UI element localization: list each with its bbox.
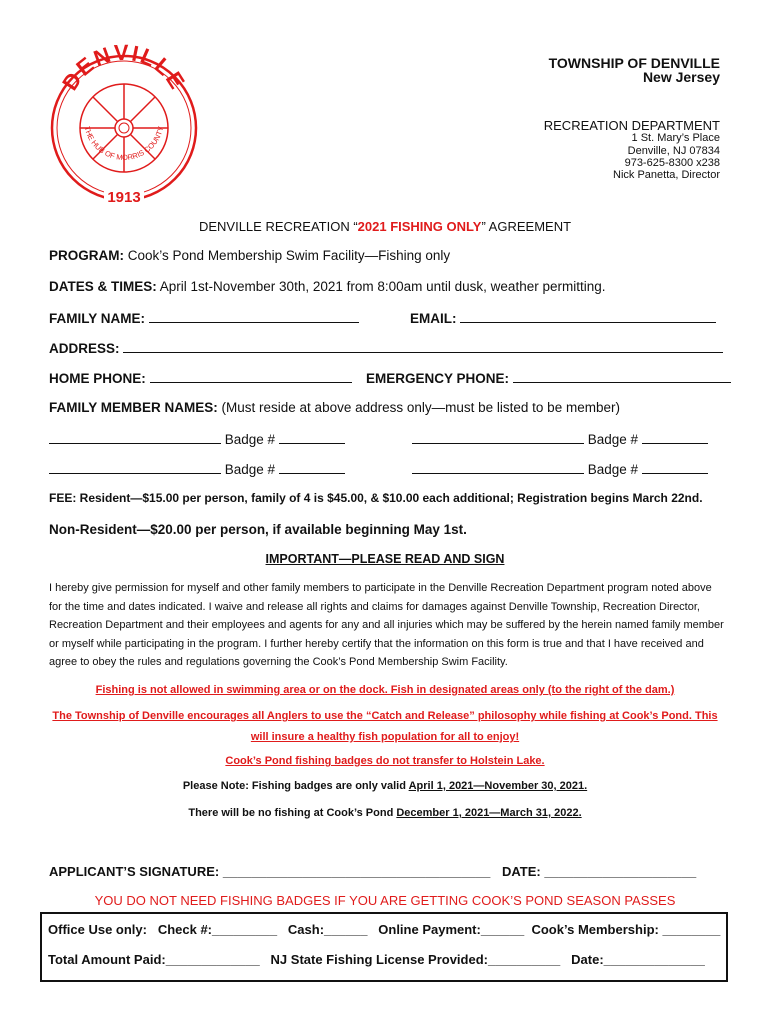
agreement-highlight: 2021 FISHING ONLY [357,219,482,234]
family-members-heading: FAMILY MEMBER NAMES: (Must reside at above address only—must be listed to be member) [49,400,620,415]
member-name-input[interactable] [412,431,584,444]
department-name: RECREATION DEPARTMENT [543,118,720,133]
member-row: Badge # [412,461,708,477]
no-swim-area-rule: Fishing is not allowed in swimming area or on the dock. Fish in designated areas only (to the right of the dam.) [95,684,675,696]
office-use-row-1: Office Use only: Check #:_________ Cash:______ Online Payment:______ Cook’s Membership: ________ [48,922,721,937]
badge-valid-note: Please Note: Fishing badges are only valid April 1, 2021—November 30, 2021. [182,780,588,792]
denville-seal-logo [48,44,200,216]
badge-number-input[interactable] [642,431,708,444]
member-row: Badge # [412,431,708,447]
seal-year: 1913 [107,189,141,206]
address-line-2: Denville, NJ 07834 [627,145,720,157]
waiver-paragraph: I hereby give permission for myself and other family members to participate in the Denville Recreation Department program noted above for the time and dates indicated. I waive and release all rights and claims for damages against Denville Township, Recreation Director, Recreation Department and their employees and agents for any and all injuries which may be suffered by the herein named family member or myself while participating in the program. I further hereby certify that the information on this form is true and that I have received and agree to obey the rules and regulations governing the Cook’s Pond Membership Swim Facility. [49,582,724,668]
badge-transfer-rule: Cook’s Pond fishing badges do not transfer to Holstein Lake. [225,755,545,767]
member-row: Badge # [49,431,345,447]
no-fishing-note: There will be no fishing at Cook’s Pond December 1, 2021—March 31, 2022. [188,807,582,819]
home-phone-input[interactable] [150,370,352,383]
member-name-input[interactable] [49,461,221,474]
member-name-input[interactable] [49,431,221,444]
catch-release-rule: The Township of Denville encourages all Anglers to use the “Catch and Release” philosophy while fishing at Cook’s Pond. This will insure a healthy fish population for all to enjoy! [52,710,718,743]
member-name-input[interactable] [412,461,584,474]
badge-number-input[interactable] [279,461,345,474]
seal-name: DENVILLE [57,44,191,95]
family-name-input[interactable] [149,310,359,323]
email-input[interactable] [460,310,716,323]
email-field: EMAIL: [410,310,716,326]
important-heading: IMPORTANT—PLEASE READ AND SIGN [265,552,505,566]
season-pass-notice: YOU DO NOT NEED FISHING BADGES IF YOU ARE GETTING COOK’S POND SEASON PASSES [94,893,676,908]
member-row: Badge # [49,461,345,477]
seal-motto: THE HUB OF MORRIS COUNTY [82,125,166,163]
state-name: New Jersey [642,69,720,85]
agreement-title: DENVILLE RECREATION “2021 FISHING ONLY” AGREEMENT [198,219,572,234]
emergency-phone-input[interactable] [513,370,731,383]
director-name: Nick Panetta, Director [613,169,720,181]
office-use-row-2: Total Amount Paid:_____________ NJ State Fishing License Provided:__________ Date:______________ [48,952,705,967]
home-phone-field: HOME PHONE: [49,370,352,386]
program-line: PROGRAM: Cook’s Pond Membership Swim Facility—Fishing only [49,248,451,263]
department-phone: 973-625-8300 x238 [624,157,720,169]
emergency-phone-field: EMERGENCY PHONE: [366,370,731,386]
address-line-1: 1 St. Mary’s Place [631,132,720,144]
dates-line: DATES & TIMES: April 1st-November 30th, 2021 from 8:00am until dusk, weather permitting. [49,279,606,294]
township-title: TOWNSHIP OF DENVILLE [548,55,720,71]
badge-number-input[interactable] [642,461,708,474]
badge-number-input[interactable] [279,431,345,444]
applicant-signature-field[interactable]: APPLICANT’S SIGNATURE: _____________________________________ [49,864,491,879]
resident-fee: FEE: Resident—$15.00 per person, family of 4 is $45.00, & $10.00 each additional; Registration begins March 22nd. [49,491,703,505]
nonresident-fee: Non-Resident—$20.00 per person, if available beginning May 1st. [49,522,467,537]
address-input[interactable] [123,340,723,353]
signature-date-field[interactable]: DATE: _____________________ [502,864,697,879]
address-field: ADDRESS: [49,340,723,356]
office-use-box [40,912,728,982]
family-name-field: FAMILY NAME: [49,310,359,326]
